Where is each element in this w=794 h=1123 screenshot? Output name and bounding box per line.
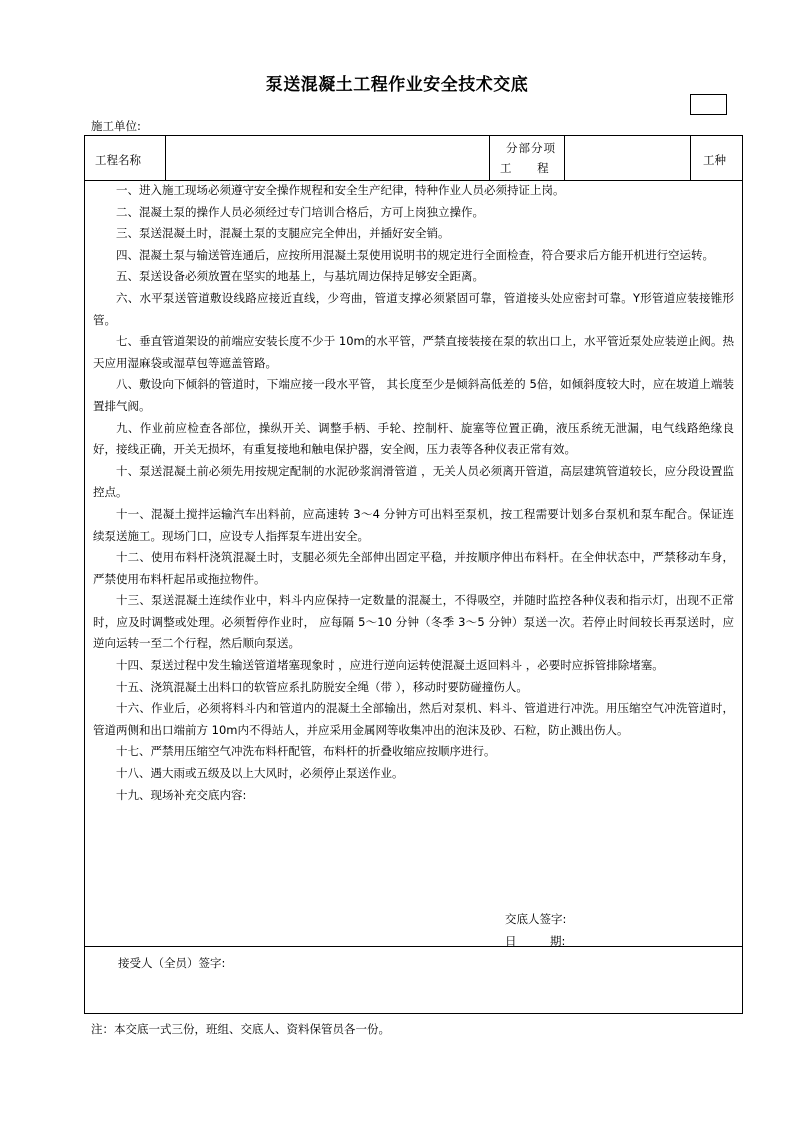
date-label-a: 日 — [505, 934, 517, 948]
disclosure-item: 十八、遇大雨或五级及以上大风时，必须停止泵送作业。 — [116, 766, 404, 781]
disclosure-item: 四、混凝土泵与输送管连通后，应按所用混凝土泵使用说明书的规定进行全面检查，符合要求后方能开机进行空运转。 — [116, 247, 714, 262]
subproject-label-line2: 工 程 — [500, 161, 550, 175]
disclosure-item: 七、垂直管道架设的前端应安装长度不少于 10m的水平管，严禁直接装接在泵的软出口上，水平管近泵处应装逆止阀。热天应用湿麻袋或湿草包等遮盖管路。 — [93, 334, 734, 370]
disclosure-item: 十六、作业后，必须将料斗内和管道内的混凝土全部输出，然后对泵机、料斗、管道进行冲洗。用压缩空气冲洗管道时，管道两侧和出口端前方 10m内不得站人，并应采用金属网等收集冲出的泡沫及砂、石粒，防止溅出伤人。 — [93, 701, 734, 737]
subproject-label-cell — [490, 136, 565, 180]
disclosure-item: 十五、浇筑混凝土出料口的软管应系扎防脱安全绳（带 ），移动时要防碰撞伤人。 — [116, 679, 528, 694]
subproject-field[interactable] — [565, 136, 691, 180]
discloser-signature-label[interactable]: 交底人签字: — [505, 912, 567, 926]
disclosure-item: 十七、严禁用压缩空气冲洗布料杆配管，布料杆的折叠收缩应按顺序进行。 — [116, 744, 496, 759]
construction-unit-label: 施工单位: — [91, 119, 141, 133]
disclosure-item: 八、敷设向下倾斜的管道时，下端应接一段水平管， 其长度至少是倾斜高低差的 5倍，如倾斜度较大时，应在坡道上端装置排气阀。 — [93, 377, 734, 413]
disclosure-item: 十九、现场补充交底内容: — [116, 787, 247, 802]
disclosure-item: 十四、泵送过程中发生输送管道堵塞现象时 ，应进行逆向运转使混凝土返回料斗 ，必要时应拆管排除堵塞。 — [116, 658, 664, 673]
date-label-b: 期: — [550, 934, 566, 948]
document-title: 泵送混凝土工程作业安全技术交底 — [265, 75, 529, 95]
disclosure-item: 一、进入施工现场必须遵守安全操作规程和安全生产纪律，特种作业人员必须持证上岗。 — [116, 183, 565, 197]
receiver-signature-row[interactable] — [85, 946, 742, 1016]
disclosure-item: 六、水平泵送管道敷设线路应接近直线，少弯曲，管道支撑必须紧固可靠，管道接头处应密封可靠。Y形管道应装接锥形管。 — [93, 290, 734, 327]
work-type-label-cell — [691, 136, 744, 180]
disclosure-item: 十、泵送混凝土前必须先用按规定配制的水泥砂浆润滑管道 ，无关人员必须离开管道，高层建筑管道较长，应分段设置监控点。 — [93, 463, 734, 500]
subproject-label-line1: 分部分项 — [506, 141, 556, 155]
disclosure-items — [85, 180, 742, 806]
project-name-label: 工程名称 — [95, 153, 141, 167]
receiver-signature-label: 接受人（全员）签字: — [118, 956, 226, 970]
project-name-label-cell — [85, 136, 166, 180]
disclosure-item: 十三、泵送混凝土连续作业中，料斗内应保持一定数量的混凝土，不得吸空，并随时监控各种仪表和指示灯，出现不正常时，应及时调整或处理。必须暂停作业时， 应每隔 5～10 分钟（冬季 3～5 分钟）泵送一次。若停止时间较长再泵送时，应逆向运转一至二个行程，然后顺向泵送。 — [93, 593, 734, 651]
disclosure-item: 九、作业前应检查各部位，操纵开关、调整手柄、手轮、控制杆、旋塞等位置正确，液压系统无泄漏，电气线路绝缘良好，接线正确，开关无损坏，有重复接地和触电保护器，安全阀，压力表等各种仪表正常有效。 — [93, 420, 734, 457]
footnote: 注：本交底一式三份，班组、交底人、资料保管员各一份。 — [91, 1022, 390, 1036]
serial-number-box[interactable] — [690, 94, 727, 115]
disclosure-item: 三、泵送混凝土时，混凝土泵的支腿应完全伸出，并插好安全销。 — [116, 226, 450, 241]
project-name-field[interactable] — [166, 136, 490, 180]
work-type-label: 工种 — [703, 153, 726, 167]
disclosure-item: 十一、混凝土搅拌运输汽车出料前，应高速转 3～4 分钟方可出料至泵机，按工程需要计划多台泵机和泵车配合。保证连续泵送施工。现场门口，应设专人指挥泵车进出安全。 — [93, 506, 734, 543]
header-row — [85, 136, 742, 181]
disclosure-item: 二、混凝土泵的操作人员必须经过专门培训合格后，方可上岗独立操作。 — [116, 204, 484, 219]
disclosure-form — [84, 135, 743, 1014]
disclosure-item: 五、泵送设备必须放置在坚实的地基上，与基坑周边保持足够安全距离。 — [116, 269, 484, 284]
disclosure-item: 十二、使用布料杆浇筑混凝土时，支腿必须先全部伸出固定平稳，并按顺序伸出布料杆。在全伸状态中，严禁移动车身，严禁使用布料杆起吊或拖拉物件。 — [93, 550, 734, 586]
